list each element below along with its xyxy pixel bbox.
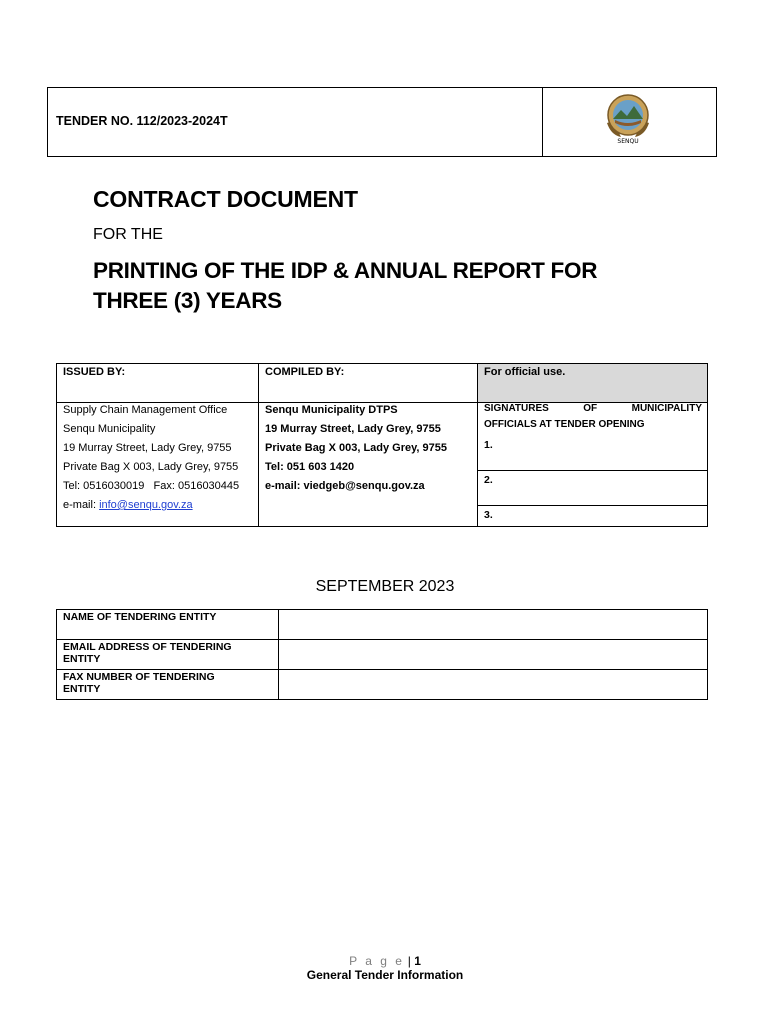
signatures-header (484, 403, 702, 430)
document-title: CONTRACT DOCUMENT (93, 186, 358, 212)
entity-name-label: NAME OF TENDERING ENTITY (63, 611, 217, 623)
signatures-word: SIGNATURES (484, 403, 549, 414)
header-divider (542, 87, 543, 157)
issued-by-header: ISSUED BY: (63, 366, 126, 378)
entity-name-field[interactable] (280, 611, 706, 637)
signature-slot-2[interactable]: 2. (484, 474, 493, 486)
compiled-by-line: e-mail: viedgeb@senqu.gov.za (265, 480, 425, 492)
issued-by-details (63, 401, 239, 515)
signatures-header-line2: OFFICIALS AT TENDER OPENING (484, 419, 645, 430)
signature-row-divider (477, 470, 708, 471)
page-number: 1 (414, 954, 421, 968)
subject-line-1: PRINTING OF THE IDP & ANNUAL REPORT FOR (93, 258, 598, 283)
signature-row-divider (477, 505, 708, 506)
table-column-divider (477, 363, 478, 527)
for-the-label: FOR THE (93, 226, 163, 243)
footer-section-label: General Tender Information (306, 968, 464, 982)
subject-line-2: THREE (3) YEARS (93, 288, 282, 313)
tender-number: TENDER NO. 112/2023-2024T (56, 114, 228, 128)
signature-slot-1[interactable]: 1. (484, 439, 493, 451)
compiled-by-line: Tel: 051 603 1420 (265, 461, 355, 473)
compiled-by-details (265, 401, 447, 496)
issued-by-email-line (63, 496, 239, 515)
official-use-header: For official use. (484, 366, 566, 378)
document-date: SEPTEMBER 2023 (315, 578, 455, 595)
compiled-by-line: Private Bag X 003, Lady Grey, 9755 (265, 442, 448, 454)
entity-fax-label: FAX NUMBER OF TENDERING ENTITY (63, 671, 215, 695)
table-column-divider (258, 363, 259, 527)
issued-by-line: Private Bag X 003, Lady Grey, 9755 (63, 461, 239, 473)
entity-column-divider (278, 609, 279, 700)
municipality-word: MUNICIPALITY (631, 403, 702, 414)
entity-email-field[interactable] (280, 641, 706, 667)
entity-email-label: EMAIL ADDRESS OF TENDERING ENTITY (63, 641, 232, 665)
compiled-by-line: Senqu Municipality DTPS (265, 404, 398, 416)
issued-by-line: Senqu Municipality (63, 423, 156, 435)
signatures-header-line1 (484, 403, 702, 414)
issued-by-line: 19 Murray Street, Lady Grey, 9755 (63, 442, 232, 454)
compiled-by-line: 19 Murray Street, Lady Grey, 9755 (265, 423, 441, 435)
issued-by-line: Tel: 0516030019 Fax: 0516030445 (63, 480, 240, 492)
svg-text:SENQU: SENQU (617, 138, 639, 145)
municipality-logo (603, 93, 653, 145)
issued-email-link[interactable]: info@senqu.gov.za (99, 499, 193, 511)
page-separator: | (404, 954, 415, 968)
entity-row-divider (56, 639, 708, 640)
of-word: OF (583, 403, 598, 414)
entity-row-divider (56, 669, 708, 670)
issued-by-line: Supply Chain Management Office (63, 404, 228, 416)
email-prefix: e-mail: (63, 499, 100, 511)
page-indicator (0, 954, 770, 968)
signature-slot-3[interactable]: 3. (484, 509, 493, 521)
entity-fax-field[interactable] (280, 671, 706, 697)
compiled-by-header: COMPILED BY: (265, 366, 345, 378)
page-word: P a g e (349, 954, 405, 968)
